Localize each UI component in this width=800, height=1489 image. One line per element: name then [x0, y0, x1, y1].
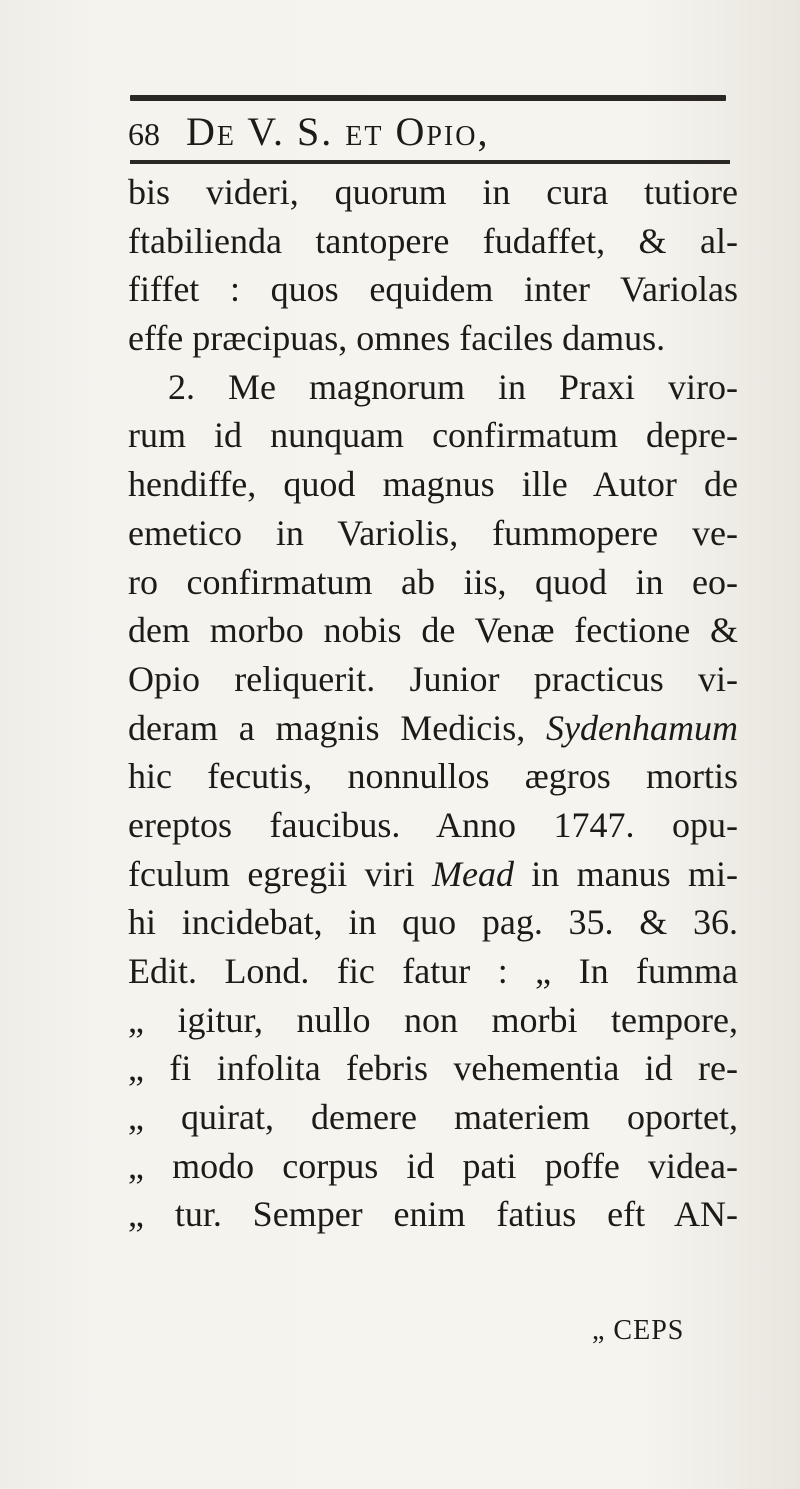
- text-line: rum id nunquam confirmatum depre-: [128, 415, 738, 456]
- text-line: Opio reliquerit. Junior practicus vi-: [128, 658, 738, 699]
- text-segment: deram a magnis Medicis,: [128, 707, 547, 748]
- text-line: „ tur. Semper enim fatius eft AN-: [128, 1194, 738, 1235]
- header-rule: [130, 160, 730, 164]
- italic-name-mead: Mead: [431, 853, 514, 894]
- page-header: [128, 108, 728, 160]
- text-line: dem morbo nobis de Venæ fectione &: [128, 610, 738, 651]
- text-line: emetico in Variolis, fummopere ve-: [128, 512, 738, 553]
- text-line: fiffet : quos equidem inter Variolas: [128, 269, 738, 310]
- text-line: ftabilienda tantopere fudaffet, & al-: [128, 220, 738, 261]
- text-line: 2. Me magnorum in Praxi viro-: [168, 366, 738, 407]
- text-line: „ igitur, nullo non morbi tempore,: [128, 999, 738, 1040]
- text-line: [128, 704, 738, 753]
- text-segment: in manus mi-: [513, 853, 739, 894]
- text-line: effe præcipuas, omnes faciles damus.: [128, 318, 666, 359]
- text-line: hendiffe, quod magnus ille Autor de: [128, 464, 738, 505]
- text-line: „ modo corpus id pati poffe videa-: [128, 1145, 738, 1186]
- text-line: ereptos faucibus. Anno 1747. opu-: [128, 804, 738, 845]
- catchword: „ CEPS: [592, 1315, 685, 1346]
- text-line: Edit. Lond. fic fatur : „ In fumma: [128, 951, 738, 991]
- text-line: ro confirmatum ab iis, quod in eo-: [128, 561, 738, 602]
- text-line: hic fecutis, nonnullos ægros mortis: [128, 756, 738, 797]
- top-rule: [130, 95, 726, 101]
- page-number: 68: [128, 116, 160, 152]
- body-text: [128, 168, 738, 1239]
- italic-name-sydenhamum: Sydenhamum: [546, 707, 738, 748]
- text-segment: fculum egregii viri: [128, 853, 432, 894]
- running-head: De V. S. et Opio,: [186, 109, 490, 154]
- text-line: „ fi infolita febris vehementia id re-: [128, 1048, 738, 1089]
- text-line: bis videri, quorum in cura tutiore: [128, 172, 738, 212]
- text-line: „ quirat, demere materiem oportet,: [128, 1097, 738, 1138]
- text-line: hi incidebat, in quo pag. 35. & 36.: [128, 902, 738, 943]
- text-line: [128, 850, 738, 899]
